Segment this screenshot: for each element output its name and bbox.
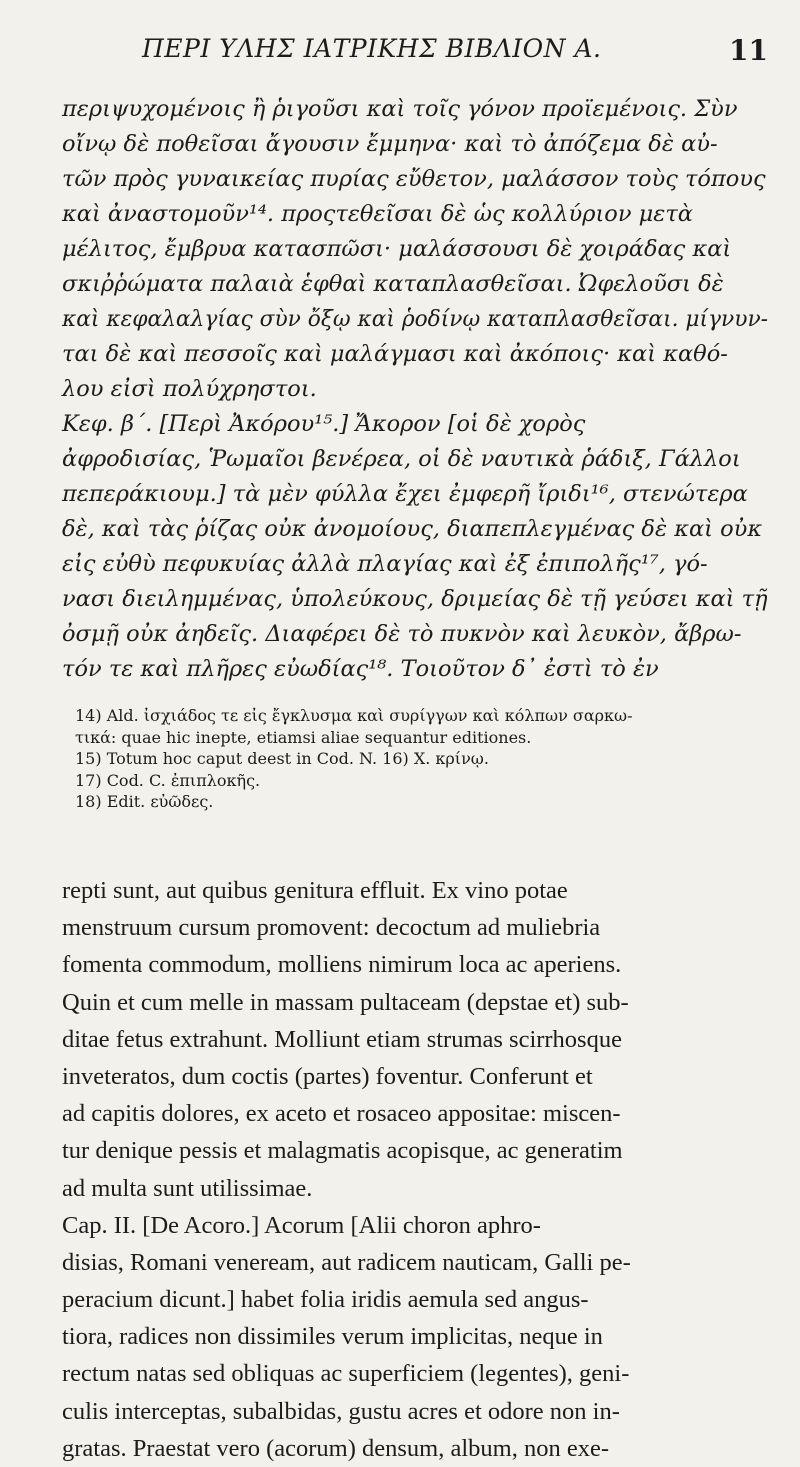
greek-line: Κεφ. β΄. [Περὶ Ἀκόρου¹⁵.] Ἄκορον [οἱ δὲ χορὸς xyxy=(62,411,586,437)
latin-line: fomenta commodum, molliens nimirum loca ac aperiens. xyxy=(62,951,622,979)
greek-line: πεπεράκιουμ.] τὰ μὲν φύλλα ἔχει ἐμφερῆ ἴριδι¹⁶, στενώτερα xyxy=(62,481,748,507)
latin-line: inveteratos, dum coctis (partes) foventur. Conferunt et xyxy=(62,1062,593,1090)
latin-line: Cap. II. [De Acoro.] Acorum [Alii choron aphro- xyxy=(62,1211,541,1239)
latin-line: Quin et cum melle in massam pultaceam (depstae et) sub- xyxy=(62,988,629,1016)
footnote: τικά: quae hic inepte, etiamsi aliae sequantur editiones. xyxy=(75,727,532,747)
greek-line: περιψυχομένοις ἢ ῥιγοῦσι καὶ τοῖς γόνον προϊεμένοις. Σὺν xyxy=(62,96,738,122)
latin-line: tiora, radices non dissimiles verum implicitas, neque in xyxy=(62,1323,603,1351)
latin-line: ditae fetus extrahunt. Molliunt etiam strumas scirrhosque xyxy=(62,1025,622,1053)
latin-line: rectum natas sed obliquas ac superficiem (legentes), geni- xyxy=(62,1360,630,1388)
greek-line: εἰς εὐθὺ πεφυκυίας ἀλλὰ πλαγίας καὶ ἐξ ἐπιπολῆς¹⁷, γό- xyxy=(62,551,708,577)
greek-line: μέλιτος, ἔμβρυα κατασπῶσι· μαλάσσουσι δὲ χοιράδας καὶ xyxy=(62,236,732,262)
latin-translation-block xyxy=(62,872,768,1467)
greek-line: ἀφροδισίας, Ῥωμαῖοι βενέρεα, οἱ δὲ ναυτικὰ ῥάδιξ, Γάλλοι xyxy=(62,446,741,472)
greek-line: οἴνῳ δὲ ποθεῖσαι ἄγουσιν ἔμμηνα· καὶ τὸ ἀπόζεμα δὲ αὐ- xyxy=(62,131,718,157)
greek-text-block xyxy=(62,92,768,687)
greek-line: καὶ ἀναστομοῦν¹⁴. προςτεθεῖσαι δὲ ὡς κολλύριον μετὰ xyxy=(62,201,693,227)
latin-line: ad capitis dolores, ex aceto et rosaceo appositae: miscen- xyxy=(62,1100,621,1128)
footnotes xyxy=(75,705,765,813)
greek-line: καὶ κεφαλαλγίας σὺν ὄξῳ καὶ ῥοδίνῳ καταπλασθεῖσαι. μίγνυν- xyxy=(62,306,769,332)
latin-line: gratas. Praestat vero (acorum) densum, album, non exe- xyxy=(62,1434,609,1462)
running-header xyxy=(60,34,770,74)
latin-line: repti sunt, aut quibus genitura effluit. Ex vino potae xyxy=(62,877,568,904)
greek-line: ται δὲ καὶ πεσσοῖς καὶ μαλάγμασι καὶ ἀκόποις· καὶ καθό- xyxy=(62,341,728,367)
latin-line: ad multa sunt utilissimae. xyxy=(62,1174,313,1202)
footnote: 17) Cod. C. ἐπιπλοκῆς. xyxy=(75,770,261,790)
footnote: 18) Edit. εὐῶδες. xyxy=(75,792,214,811)
latin-line: menstruum cursum promovent: decoctum ad muliebria xyxy=(62,914,601,942)
latin-line: tur denique pessis et malagmatis acopisque, ac generatim xyxy=(62,1137,623,1165)
greek-line: τόν τε καὶ πλῆρες εὐωδίας¹⁸. Τοιοῦτον δ᾽ ἐστὶ τὸ ἐν xyxy=(62,656,659,682)
latin-line: disias, Romani veneream, aut radicem nauticam, Galli pe- xyxy=(62,1248,631,1276)
footnote: 14) Ald. ἰσχιάδος τε εἰς ἔγκλυσμα καὶ συρίγγων καὶ κόλπων σαρκω- xyxy=(75,706,633,725)
greek-line: δὲ, καὶ τὰς ῥίζας οὐκ ἀνομοίους, διαπεπλεγμένας δὲ καὶ οὐκ xyxy=(62,516,763,542)
latin-line: peracium dicunt.] habet folia iridis aemula sed angus- xyxy=(62,1286,589,1314)
greek-line: λου εἰσὶ πολύχρηστοι. xyxy=(62,376,317,402)
greek-line: σκιῤῥώματα παλαιὰ ἑφθαὶ καταπλασθεῖσαι. Ὠφελοῦσι δὲ xyxy=(62,271,724,297)
greek-line: νασι διειλημμένας, ὑπολεύκους, δριμείας δὲ τῇ γεύσει καὶ τῇ xyxy=(62,586,768,612)
footnote: 15) Totum hoc caput deest in Cod. N. 16) X. κρίνῳ. xyxy=(75,749,489,768)
latin-line: culis interceptas, subalbidas, gustu acres et odore non in- xyxy=(62,1397,620,1425)
greek-line: τῶν πρὸς γυναικείας πυρίας εὔθετον, μαλάσσον τοὺς τόπους xyxy=(62,166,766,192)
page-number: 11 xyxy=(729,34,768,67)
running-title: ΠΕΡΙ ΥΛΗΣ ΙΑΤΡΙΚΗΣ ΒΙΒΛΙΟΝ Α. xyxy=(142,34,602,63)
greek-line: ὀσμῇ οὐκ ἀηδεῖς. Διαφέρει δὲ τὸ πυκνὸν καὶ λευκὸν, ἄβρω- xyxy=(62,621,742,647)
